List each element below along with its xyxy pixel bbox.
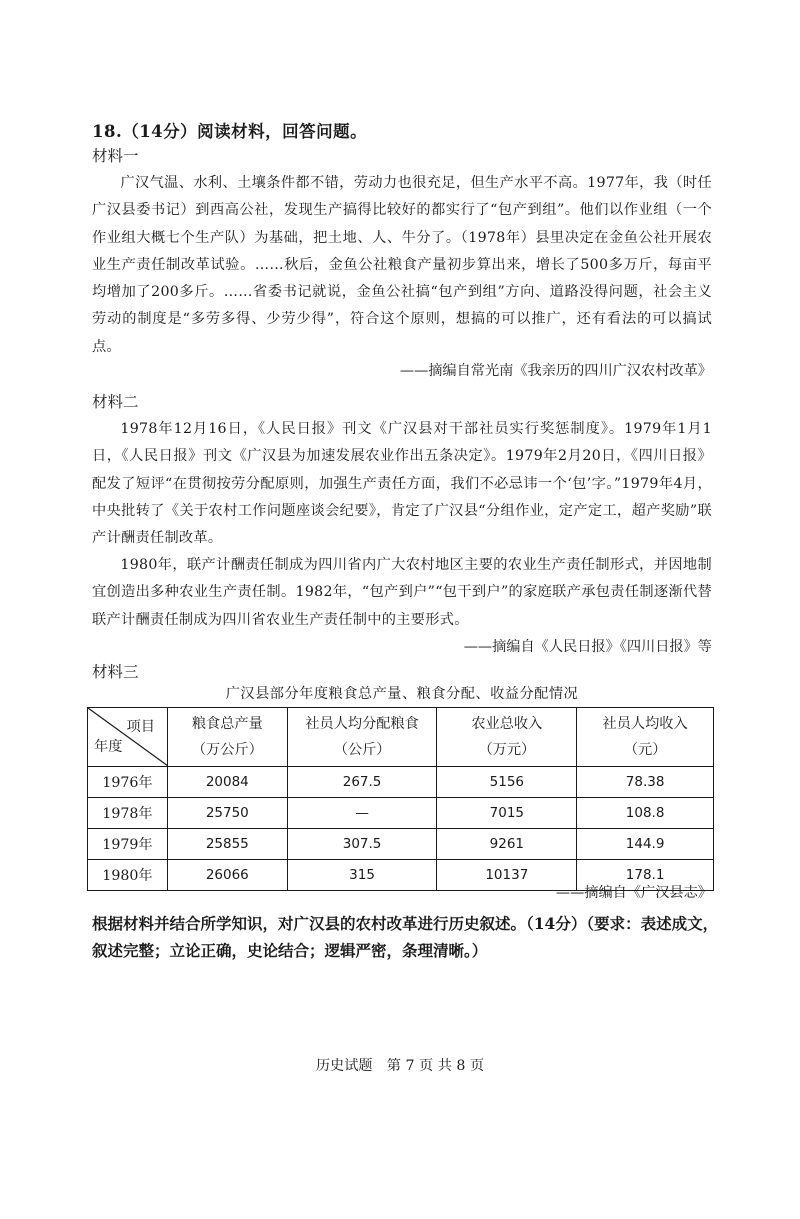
grain-cell: 25855	[167, 829, 287, 860]
table-title: 广汉县部分年度粮食总产量、粮食分配、收益分配情况	[225, 686, 579, 702]
material-1-source: ——摘编自常光南《我亲历的四川广汉农村改革》	[399, 363, 712, 379]
table-row	[88, 798, 714, 829]
material-1-text: 广汉气温、水利、土壤条件都不错，劳动力也很充足，但生产水平不高。1977年，我（时任广汉县委书记）到西高公社，发现生产搞得比较好的都实行了“包产到组”。他们以作业组（一个作业组大概七个生产队）为基础，把土地、人、牛分了。（1978年）县里决定在金鱼公社开展农业生产责任制改革试验。……秋后，金鱼公社粮食产量初步算出来，增长了500多万斤，每亩平均增加了200多斤。……省委书记就说，金鱼公社搞“包产到组”方向、道路没得问题，社会主义劳动的制度是“多劳多得、少劳少得”，符合这个原则，想搞的可以推广，还有看法的可以搞试点。	[92, 175, 712, 355]
column-header-per-capita-grain	[287, 708, 437, 767]
column-header-income-unit: （万元）	[478, 742, 536, 758]
income-cell: 9261	[437, 829, 577, 860]
page-footer: 历史试题 第 7 页 共 8 页	[315, 1058, 485, 1074]
question-title: 18.（14分）阅读材料，回答问题。	[92, 122, 368, 141]
table-row	[88, 829, 714, 860]
year-cell: 1976年	[88, 767, 168, 798]
per-capita-income-cell: 144.9	[577, 829, 714, 860]
per-capita-grain-cell: 307.5	[287, 829, 437, 860]
column-header-per-capita-income-name: 社员人均收入	[602, 716, 688, 732]
column-header-income-name: 农业总收入	[471, 716, 543, 732]
grain-cell: 26066	[167, 860, 287, 891]
table-row	[88, 767, 714, 798]
column-header-per-capita-income-unit: （元）	[623, 742, 667, 758]
task-instructions: 根据材料并结合所学知识，对广汉县的农村改革进行历史叙述。（14分）（要求：表述成文，叙述完整；立论正确，史论结合；逻辑严密，条理清晰。）	[92, 914, 719, 960]
column-header-per-capita-grain-unit: （公斤）	[333, 742, 391, 758]
statistics-table	[87, 707, 714, 891]
income-cell: 5156	[437, 767, 577, 798]
year-cell: 1979年	[88, 829, 168, 860]
year-cell: 1978年	[88, 798, 168, 829]
year-cell: 1980年	[88, 860, 168, 891]
table-header-row	[88, 708, 714, 767]
header-year-label: 年度	[94, 739, 123, 755]
per-capita-income-cell: 108.8	[577, 798, 714, 829]
per-capita-income-cell: 78.38	[577, 767, 714, 798]
material-3-source: ——摘编自《广汉县志》	[555, 885, 712, 901]
column-header-per-capita-grain-name: 社员人均分配粮食	[305, 716, 419, 732]
income-cell: 10137	[437, 860, 577, 891]
per-capita-grain-cell: —	[287, 798, 437, 829]
material-2-paragraph-2: 1980年，联产计酬责任制成为四川省内广大农村地区主要的农业生产责任制形式，并因地制宜创造出多种农业生产责任制。1982年，“包产到户”“包干到户”的家庭联产承包责任制逐渐代替联产计酬责任制成为四川省农业生产责任制中的主要形式。	[92, 557, 712, 628]
column-header-grain	[167, 708, 287, 767]
material-1-label: 材料一	[92, 147, 139, 165]
column-header-grain-name: 粮食总产量	[191, 716, 263, 732]
material-2-paragraph-1: 1978年12月16日，《人民日报》刊文《广汉县对干部社员实行奖惩制度》。1979年1月1日，《人民日报》刊文《广汉县为加速发展农业作出五条决定》。1979年2月20日，《四川日报》配发了短评“在贯彻按劳分配原则，加强生产责任方面，我们不必忌讳一个‘包’字。”1979年4月，中央批转了《关于农村工作问题座谈会纪要》，肯定了广汉县“分组作业，定产定工，超产奖励”联产计酬责任制改革。	[92, 421, 712, 547]
grain-cell: 25750	[167, 798, 287, 829]
grain-cell: 20084	[167, 767, 287, 798]
income-cell: 7015	[437, 798, 577, 829]
per-capita-grain-cell: 315	[287, 860, 437, 891]
material-2-label: 材料二	[92, 393, 139, 411]
column-header-income	[437, 708, 577, 767]
column-header-grain-unit: （万公斤）	[191, 742, 263, 758]
material-3-label: 材料三	[92, 663, 139, 681]
per-capita-grain-cell: 267.5	[287, 767, 437, 798]
material-2-source: ——摘编自《人民日报》《四川日报》等	[463, 639, 712, 655]
table-corner-cell	[88, 708, 168, 767]
header-item-label: 项目	[126, 719, 155, 735]
column-header-per-capita-income	[577, 708, 714, 767]
per-capita-income-cell: 178.1	[577, 860, 714, 891]
